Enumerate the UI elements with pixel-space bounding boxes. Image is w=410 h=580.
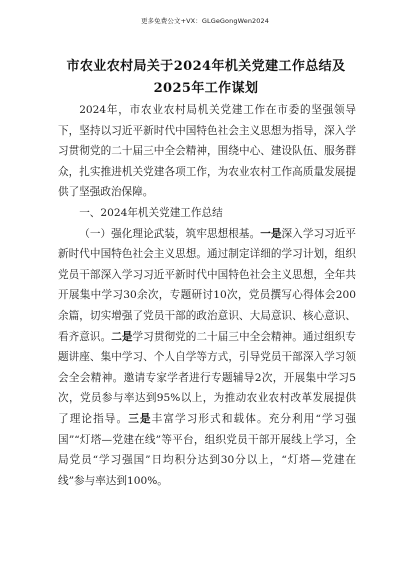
header-note: 更多免费公文+VX：GLGeGongWen2024 <box>140 17 269 25</box>
point-2-label: 二是 <box>111 330 133 343</box>
subsection-label: （一）强化理论武装，筑牢思想根基。 <box>79 227 261 240</box>
point-3-label: 三是 <box>128 412 152 425</box>
document-title: 市农业农村局关于2024年机关党建工作总结及2025年工作谋划 <box>66 59 346 96</box>
point-2-text: 学习贯彻党的二十届三中全会精神。通过组织专题讲座、集中学习、个人自学等方式，引导党员干部深入学习领会全会精神。邀请专家学者进行专题辅导2次，开展集中学习5次，党员参与率达到95%以上，为推动农业农村改革发展提供了理论指导。 <box>58 330 357 425</box>
point-3-text: 丰富学习形式和载体。充分利用“学习强国”“灯塔—党建在线”等平台，组织党员干部开展线上学习，全局党员“学习强国”日均积分达到30分以上，“灯塔—党建在线”参与率达到100%。 <box>58 412 356 487</box>
subsection-paragraph <box>58 224 356 492</box>
point-1-label: 一是 <box>260 227 282 240</box>
point-1-text: 深入学习习近平新时代中国特色社会主义思想。通过制定详细的学习计划，组织党员干部深入学习习近平新时代中国特色社会主义思想，全年共开展集中学习30余次，专题研讨10次，党员撰写心得体会200余篇，切实增强了党员干部的政治意识、大局意识、核心意识、看齐意识。 <box>58 227 357 343</box>
section-heading: 一、2024年机关党建工作总结 <box>79 206 223 219</box>
document-body <box>58 100 356 491</box>
intro-paragraph: 2024年，市农业农村局机关党建工作在市委的坚强领导下，坚持以习近平新时代中国特色社会主义思想为指导，深入学习贯彻党的二十届三中全会精神，围绕中心、建设队伍、服务群众，扎实推进机关党建各项工作，为农业农村工作高质量发展提供了坚强政治保障。 <box>58 104 356 199</box>
